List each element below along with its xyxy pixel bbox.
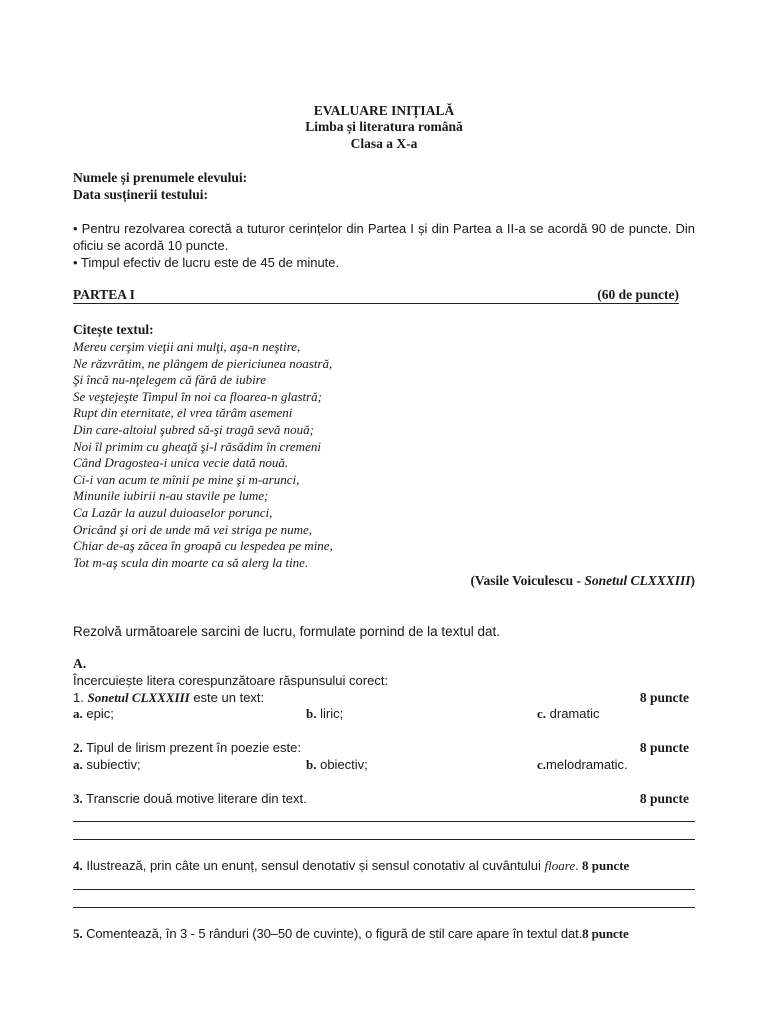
answer-line[interactable] [73,839,695,840]
answer-line[interactable] [73,889,695,890]
poem-line: Tot m-aş scula din moarte ca să alerg la tine. [73,554,309,570]
attribution-close: ) [690,573,695,588]
q4-points: 8 puncte [578,858,630,873]
exam-grade: Clasa a X-a [350,136,418,151]
task-intro: Rezolvă următoarele sarcini de lucru, formulate pornind de la textul dat. [73,624,500,639]
part1-header [73,287,679,304]
poem-text [73,339,695,571]
poem-line: Se veştejeşte Timpul în noi ca floarea-n glastră; [73,388,323,404]
poem-line: Ca Lazăr la auzul duioaselor porunci, [73,504,273,520]
q3-number: 3. [73,791,83,806]
q5-text: Comentează, în 3 - 5 rânduri (30–50 de cuvinte), o figură de stil care apare în textul dat. [82,926,583,941]
poem-line: Minunile iubirii n-au stavile pe lume; [73,488,269,504]
q3-points: 8 puncte [639,791,689,806]
exam-subject: Limba și literatura română [305,119,463,134]
q1-number: 1. [73,690,84,705]
q2-option-c[interactable]: c.melodramatic. [537,757,628,772]
instruction-2: • Timpul efectiv de lucru este de 45 de minute. [73,255,340,270]
poem-line: Oricând şi ori de unde mă vei striga pe nume, [73,521,313,537]
poem-line: Ne răzvrătim, ne plângem de piericiunea noastră, [73,355,333,371]
q1-option-b[interactable]: b. liric; [306,706,344,721]
q4-text: Ilustrează, prin câte un enunț, sensul denotativ și sensul conotativ al cuvântului [82,858,545,873]
q2-option-b[interactable]: b. obiectiv; [306,757,368,772]
poem-line: Chiar de-aş zăcea în groapă cu lespedea pe mine, [73,538,333,554]
q3-text: Transcrie două motive literare din text. [82,791,307,806]
q5-number: 5. [73,926,83,941]
student-name-label: Numele și prenumele elevului: [73,170,248,185]
attribution-work: Sonetul CLXXXIII [584,573,691,588]
poem-line: Din care-altoiul şubred să-şi tragă sevă nouă; [73,421,314,437]
poem-line: Rupt din eternitate, el vrea tărâm asemeni [73,405,293,421]
instruction-1: • Pentru rezolvarea corectă a tuturor cerințelor din Partea I și din Partea a II-a se acordă 90 de puncte. Din oficiu se acordă 10 puncte. [73,221,695,253]
answer-line[interactable] [73,821,695,822]
poem-line: Când Dragostea-i unica vecie dată nouă. [73,455,289,471]
q4-end: . [575,858,579,873]
poem-line: Şi încă nu-nţelegem că fără de iubire [73,372,267,388]
q1-text: este un text: [189,690,265,705]
q1-option-a[interactable]: a. epic; [73,706,114,721]
section-a-instruction: Încercuiește litera corespunzătoare răspunsului corect: [73,673,389,688]
poem-attribution [470,573,695,589]
q1-option-c[interactable]: c. dramatic [537,706,600,721]
attribution-author: (Vasile Voiculescu - [470,573,585,588]
poem-line: Ci-i van acum te mînii pe mine şi m-arunci, [73,471,300,487]
q1-points: 8 puncte [639,690,689,705]
read-text-label: Citește textul: [73,322,154,337]
part1-points: (60 de puncte) [597,287,679,302]
q2-number: 2. [73,740,83,755]
poem-line: Noi îl primim cu gheaţă şi-l răsădim în cremeni [73,438,321,454]
part1-label: PARTEA I [73,287,135,302]
q2-option-a[interactable]: a. subiectiv; [73,757,141,772]
test-date-label: Data susținerii testului: [73,187,208,202]
poem-line: Mereu cerşim vieţii ani mulţi, aşa-n neştire, [73,339,301,354]
q2-points: 8 puncte [639,740,689,755]
q4-word: floare [544,858,576,873]
exam-page [73,0,695,1024]
answer-line[interactable] [73,907,695,908]
section-a-label: A. [73,656,87,671]
q4-number: 4. [73,858,83,873]
exam-title: EVALUARE INIȚIALĂ [313,103,455,118]
q1-title: Sonetul CLXXXIII [87,690,190,705]
q2-text: Tipul de lirism prezent în poezie este: [82,740,301,755]
q5-points: 8 puncte [582,926,629,941]
